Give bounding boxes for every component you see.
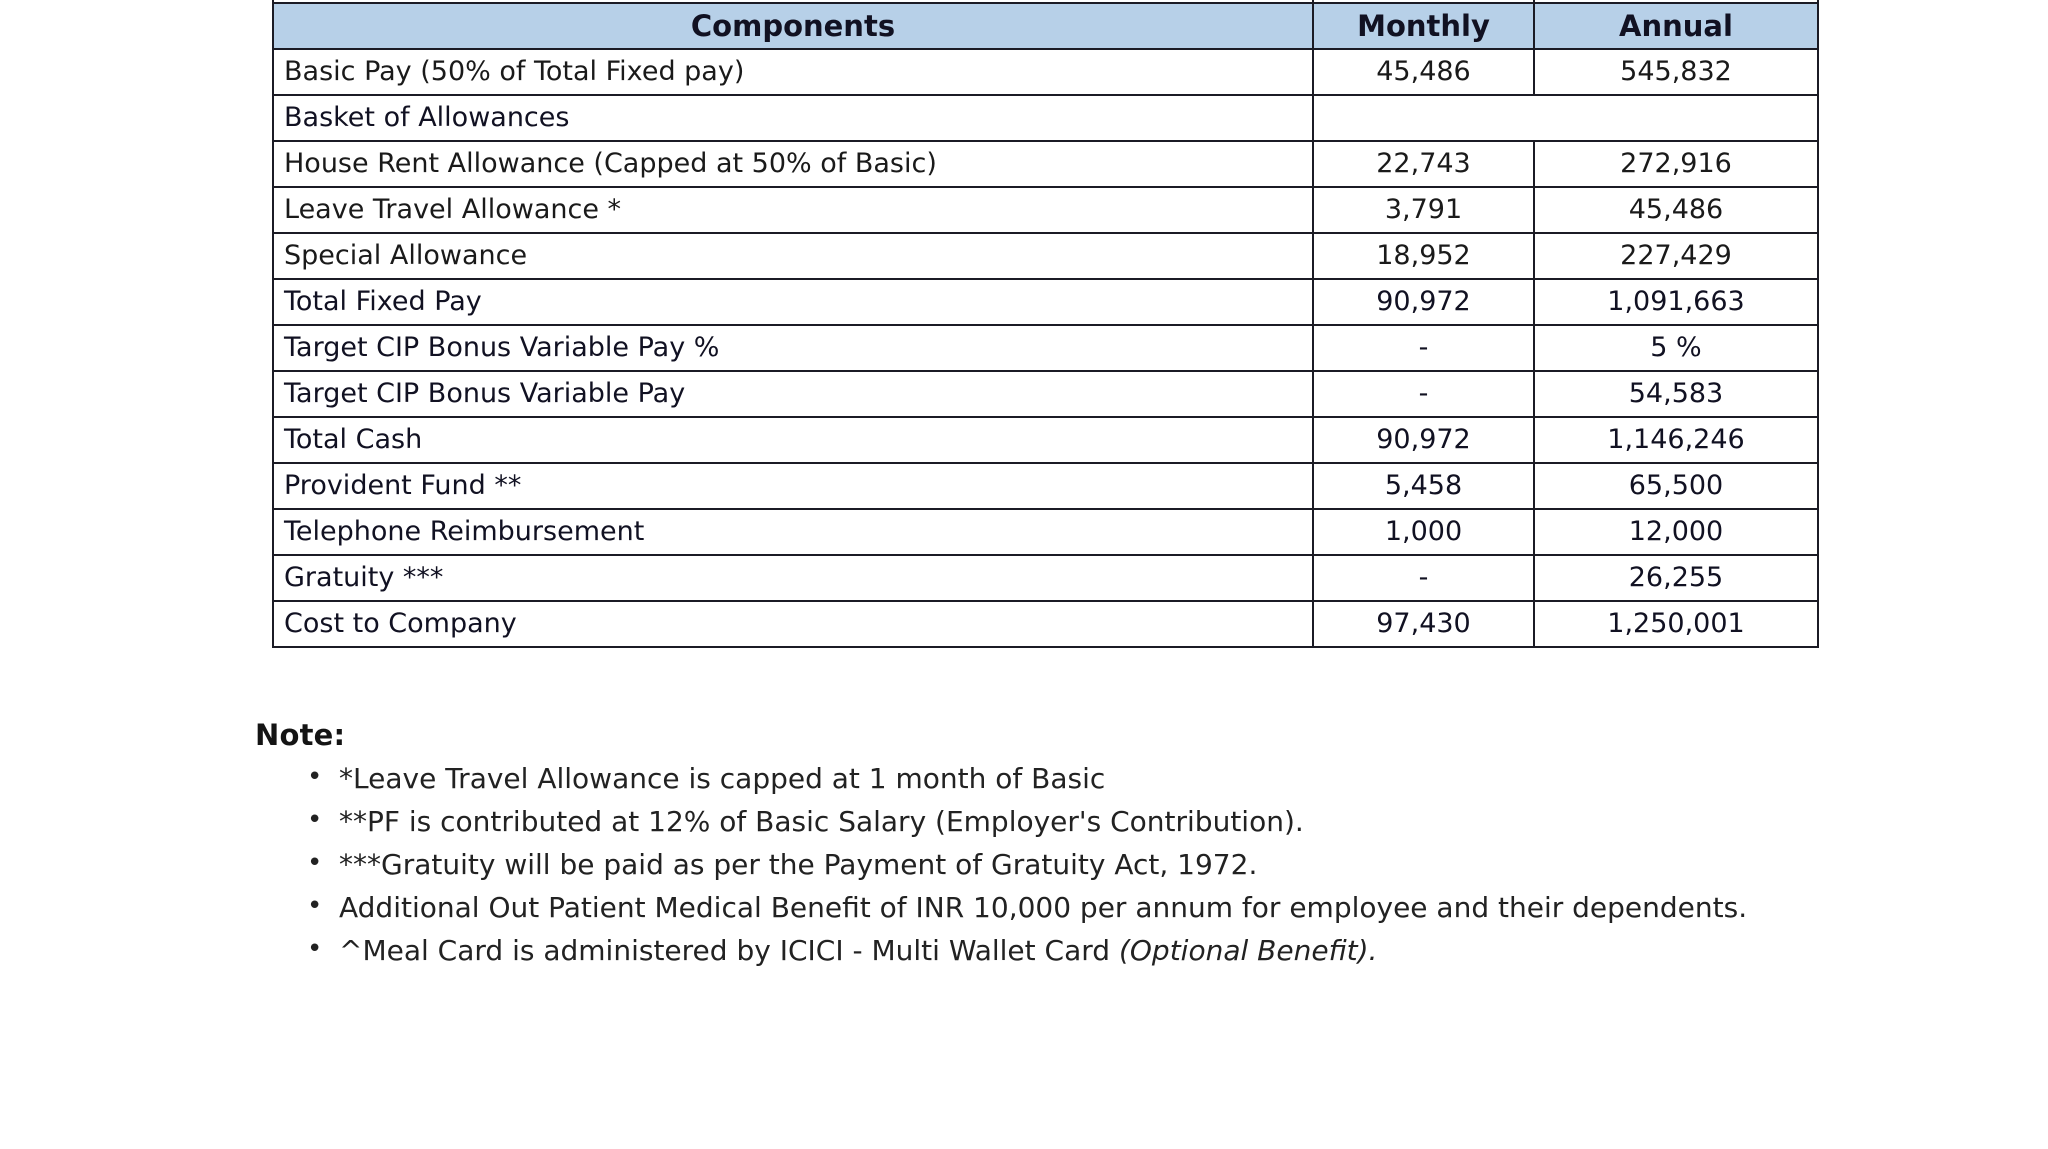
row-value-merged	[1313, 95, 1818, 141]
notes-list	[255, 758, 1855, 971]
row-label: Cost to Company	[273, 601, 1313, 647]
note-text: Additional Out Patient Medical Benefit of INR 10,000 per annum for employee and their dependents.	[339, 891, 1748, 924]
table-row	[273, 95, 1818, 141]
row-value-monthly: 97,430	[1313, 601, 1534, 647]
row-label: Telephone Reimbursement	[273, 509, 1313, 555]
note-item	[301, 887, 1809, 928]
table-row	[273, 463, 1818, 509]
note-item	[301, 801, 1809, 842]
row-value-monthly: 5,458	[1313, 463, 1534, 509]
table-header-row	[273, 3, 1818, 49]
table-row	[273, 187, 1818, 233]
row-label: Provident Fund **	[273, 463, 1313, 509]
notes-title: Note:	[255, 718, 346, 752]
row-label: Total Cash	[273, 417, 1313, 463]
row-label: Total Fixed Pay	[273, 279, 1313, 325]
note-text: *Leave Travel Allowance is capped at 1 month of Basic	[339, 762, 1106, 795]
row-value-monthly: 45,486	[1313, 49, 1534, 95]
row-value-monthly: 1,000	[1313, 509, 1534, 555]
row-value-monthly: 3,791	[1313, 187, 1534, 233]
row-value-annual: 272,916	[1534, 141, 1818, 187]
row-value-annual: 54,583	[1534, 371, 1818, 417]
row-value-monthly: -	[1313, 371, 1534, 417]
row-value-monthly: -	[1313, 325, 1534, 371]
row-value-monthly: 90,972	[1313, 279, 1534, 325]
row-value-monthly: 90,972	[1313, 417, 1534, 463]
column-header-monthly: Monthly	[1313, 3, 1534, 49]
row-label: Leave Travel Allowance *	[273, 187, 1313, 233]
note-text: ^Meal Card is administered by ICICI - Multi Wallet Card	[339, 934, 1119, 967]
note-item	[301, 844, 1809, 885]
row-value-annual: 227,429	[1534, 233, 1818, 279]
table-row	[273, 279, 1818, 325]
table-row	[273, 141, 1818, 187]
note-text: **PF is contributed at 12% of Basic Salary (Employer's Contribution).	[339, 805, 1304, 838]
table-row	[273, 601, 1818, 647]
column-header-components: Components	[273, 3, 1313, 49]
row-value-monthly: 18,952	[1313, 233, 1534, 279]
salary-breakdown-table	[272, 0, 1819, 648]
salary-breakdown-table-container	[272, 0, 1817, 648]
note-text-italic: (Optional Benefit).	[1118, 934, 1378, 967]
table-row	[273, 509, 1818, 555]
row-value-annual: 5 %	[1534, 325, 1818, 371]
table-row	[273, 233, 1818, 279]
column-header-annual: Annual	[1534, 3, 1818, 49]
salary-table-body	[273, 0, 1818, 647]
table-row	[273, 49, 1818, 95]
table-row	[273, 325, 1818, 371]
row-label: Gratuity ***	[273, 555, 1313, 601]
row-label: House Rent Allowance (Capped at 50% of Basic)	[273, 141, 1313, 187]
note-text: ***Gratuity will be paid as per the Payment of Gratuity Act, 1972.	[339, 848, 1258, 881]
row-label: Basket of Allowances	[273, 95, 1313, 141]
note-item	[301, 758, 1809, 799]
row-value-monthly: 22,743	[1313, 141, 1534, 187]
note-item	[301, 930, 1809, 971]
row-label: Target CIP Bonus Variable Pay	[273, 371, 1313, 417]
row-label: Special Allowance	[273, 233, 1313, 279]
row-value-annual: 65,500	[1534, 463, 1818, 509]
row-label: Basic Pay (50% of Total Fixed pay)	[273, 49, 1313, 95]
row-value-annual: 26,255	[1534, 555, 1818, 601]
row-label: Target CIP Bonus Variable Pay %	[273, 325, 1313, 371]
table-row	[273, 371, 1818, 417]
row-value-annual: 1,146,246	[1534, 417, 1818, 463]
row-value-annual: 1,091,663	[1534, 279, 1818, 325]
table-row	[273, 417, 1818, 463]
row-value-annual: 45,486	[1534, 187, 1818, 233]
table-row	[273, 555, 1818, 601]
row-value-annual: 12,000	[1534, 509, 1818, 555]
row-value-annual: 1,250,001	[1534, 601, 1818, 647]
notes-section	[255, 718, 1855, 973]
row-value-annual: 545,832	[1534, 49, 1818, 95]
row-value-monthly: -	[1313, 555, 1534, 601]
